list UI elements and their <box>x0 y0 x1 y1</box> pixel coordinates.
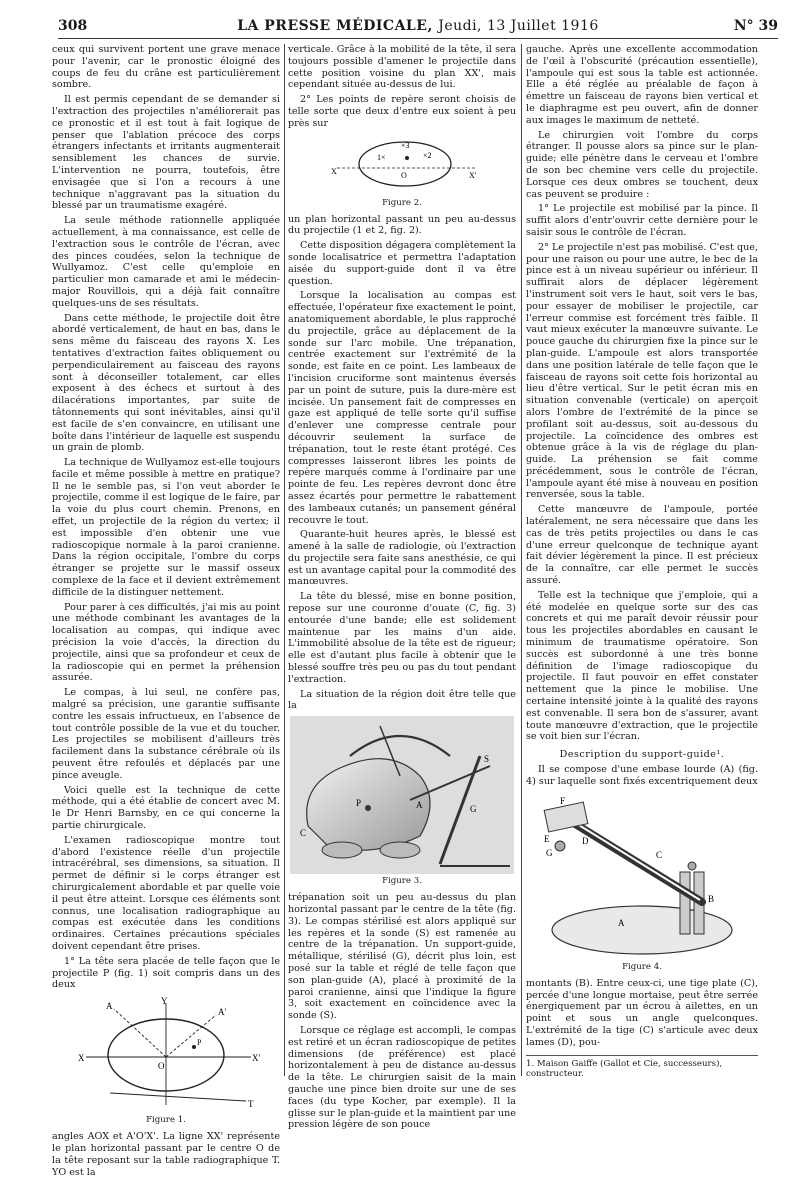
svg-text:×3: ×3 <box>401 140 410 150</box>
figure-3 <box>288 716 516 886</box>
paragraph: Pour parer à ces difficultés, j'ai mis au point une méthode combinant les avantages de la localisation au compas, qui indique avec précision la voie d'accès, la direction du projectile, ainsi que sa profondeur et ceux de la radioscopie qui en permet la préhension assurée. <box>52 601 280 684</box>
svg-text:X: X <box>78 1053 85 1064</box>
paragraph: Cette disposition dégagera complètement la sonde localisatrice et permettra l'adaptation aisée du support-guide dont il va être question. <box>288 240 516 287</box>
paragraph: angles AOX et A'O'X'. La ligne XX' représente le plan horizontal passant par le centre O de la tête reposant sur la table radiographique T. YO est la <box>52 1131 280 1178</box>
journal-title: LA PRESSE MÉDICALE, <box>237 18 433 34</box>
svg-text:Y: Y <box>161 996 168 1007</box>
paragraph: un plan horizontal passant un peu au-dessus du projectile (1 et 2, fig. 2). <box>288 213 516 237</box>
paragraph: 1° Le projectile est mobilisé par la pince. Il suffit alors d'entr'ouvrir cette dernière pour le saisir sous le contrôle de l'écran. <box>526 203 758 238</box>
figure-2 <box>288 134 516 208</box>
paragraph: Quarante-huit heures après, le blessé est amené à la salle de radiologie, où l'extraction du projectile sera faite sans anesthésie, ce qui est un avantage capital pour la commodité des manœuvres. <box>288 529 516 588</box>
paragraph: verticale. Grâce à la mobilité de la tête, il sera toujours possible d'amener le projectile dans cette position voisine du plan XX', mais cependant située au-dessus de lui. <box>288 44 516 91</box>
figure-3-drawing <box>290 716 514 874</box>
paragraph: La tête du blessé, mise en bonne position, repose sur une couronne d'ouate (C, fig. 3) entourée d'une bande; elle est solidement maintenue par les mains d'un aide. L'immobilité absolue de la tête est de rigueur; elle est d'autant plus facile à obtenir que le blessé souffre très peu ou pas du tout pendant l'extraction. <box>288 591 516 685</box>
column-2 <box>288 44 516 1131</box>
svg-text:D: D <box>582 835 589 846</box>
paragraph: ceux qui survivent portent une grave menace pour l'avenir, car le pronostic éloigné des coups de feu du crâne est particulièrement sombre. <box>52 44 280 91</box>
svg-text:G: G <box>470 804 477 815</box>
paragraph: La situation de la région doit être telle que la <box>288 688 516 712</box>
page-header <box>58 14 778 39</box>
paragraph: 1° La tête sera placée de telle façon que le projectile P (fig. 1) soit compris dans un des deux <box>52 955 280 991</box>
svg-text:G: G <box>546 847 553 858</box>
paragraph: Le chirurgien voit l'ombre du corps étranger. Il pousse alors sa pince sur le plan-guide; elle pénètre dans le cerveau et l'ombre de son bec chemine vers celle du projectile. Lorsque ces deux ombres se touchent, deux cas peuvent se produire : <box>526 129 758 200</box>
svg-text:X: X <box>331 166 337 176</box>
paragraph: La seule méthode rationnelle appliquée actuellement, à ma connaissance, est celle de l'extraction sous le contrôle de l'écran, avec des pinces coudées, selon la technique de Wullyamoz. C'est celle qu'emploie en particulier mon camarade et ami le médecin-major Rouvillois, qui a déjà fait connaître quelques-uns de ses résultats. <box>52 215 280 309</box>
issue-date: Jeudi, 13 Juillet 1916 <box>438 18 599 34</box>
paragraph: La technique de Wullyamoz est-elle toujours facile et même possible à mettre en pratique? Il ne le semble pas, si l'on veut aborder le projectile, comme il est logique de le faire, par la voie du plus court chemin. Prenons, en effet, un projectile de la région du vertex; il est impossible d'en obtenir une vue radioscopique normale à la paroi cranienne. Dans la région occipitale, l'ombre du corps étranger se projette sur le massif osseux complexe de la face et il devient extrêmement difficile de la distinguer nettement. <box>52 457 280 598</box>
figure-4-drawing <box>532 792 752 960</box>
paragraph: Telle est la technique que j'emploie, qui a été modelée en quelque sorte sur des cas concrets et qui me paraît devoir réussir pour tous les projectiles abordables en causant le minimum de traumatisme opératoire. Son succès est subordonné à une très bonne définition de l'image radioscopique du projectile. Il faut pouvoir en effet constater nettement que la pince le mobilise. Une certaine intensité jointe à la qualité des rayons est convenable. Il sera bon de s'assurer, avant toute manœuvre d'extraction, que le projectile se voit bien sur l'écran. <box>526 589 758 743</box>
svg-text:E: E <box>544 833 550 844</box>
paragraph: Cette manœuvre de l'ampoule, portée latéralement, ne sera nécessaire que dans les cas de très petits projectiles ou dans le cas d'une erreur quelconque de technique ayant fait dévier légèrement la pince. Il est précieux de la connaître, car elle permet le succès assuré. <box>526 504 758 587</box>
figure-1 <box>52 995 280 1125</box>
svg-text:S: S <box>484 754 490 765</box>
figure-4 <box>526 792 758 972</box>
column-rule <box>521 44 522 1076</box>
paragraph: Il est permis cependant de se demander si l'extraction des projectiles n'améliorerait pas ce pronostic et il est tout à fait logique de penser que l'ablation précoce des corps étrangers infectants et irritants augmenterait sensiblement les chances de survie. L'intervention ne pourra, toutefois, être envisagée que si l'on a recours à une technique n'aggravant pas la situation du blessé par un traumatisme exagéré. <box>52 94 280 212</box>
paragraph: L'examen radioscopique montre tout d'abord l'existence réelle d'un projectile intracérébral, ses dimensions, sa situation. Il permet de définir si le corps étranger est chirurgicalement abordable et par quelle voie il peut être atteint. Lorsque ces éléments sont connus, une localisation radiographique au compas est exécutée dans les conditions ordinaires. Certaines précautions spéciales doivent cependant être prises. <box>52 834 280 952</box>
footnote: 1. Maison Gaiffe (Gallot et Cie, successeurs), constructeur. <box>526 1055 758 1080</box>
paragraph: 2° Le projectile n'est pas mobilisé. C'est que, pour une raison ou pour une autre, le bec de la pince est à un niveau supérieur ou inférieur. Il suffirait alors de déplacer légèrement l'instrument soit vers le haut, soit vers le bas, pour essayer de mobiliser le projectile, car l'erreur commise est forcément très faible. Il vaut mieux exécuter la manœuvre suivante. Le pouce gauche du chirurgien fixe la pince sur le plan-guide. L'ampoule est alors transportée dans une position latérale de telle façon que le faisceau de rayons soit cette fois horizontal au lieu d'être vertical. Sur le petit écran mis en situation convenable (verticale) on aperçoit alors l'ombre de l'extrémité de la pince se profilant soit au-dessus, soit au-dessous du projectile. La coïncidence des ombres est obtenue grâce à la vis de réglage du plan-guide. La préhension se fait comme précédemment, sous le contrôle de l'écran, l'ampoule ayant été mise à nouveau en position renversée, sous la table. <box>526 241 758 501</box>
svg-text:P: P <box>197 1038 202 1048</box>
figure-2-caption: Figure 2. <box>382 197 422 208</box>
paragraph: Le compas, à lui seul, ne confère pas, malgré sa précision, une garantie suffisante contre les essais infructueux, en l'absence de tout contrôle possible de la vue et du toucher. Les projectiles se mobilisent d'ailleurs très facilement dans la substance cérébrale où ils peuvent être refoulés et déplacés par une pince aveugle. <box>52 687 280 781</box>
svg-text:A': A' <box>218 1007 227 1018</box>
figure-1-caption: Figure 1. <box>146 1115 186 1126</box>
paragraph: Voici quelle est la technique de cette méthode, qui a été établie de concert avec M. le Dr Henri Barnsby, en ce qui concerne la partie chirurgicale. <box>52 784 280 831</box>
svg-text:X': X' <box>469 170 477 180</box>
figure-1-diagram <box>66 995 266 1113</box>
figure-3-caption: Figure 3. <box>382 876 422 887</box>
section-title: Description du support-guide¹. <box>559 749 725 761</box>
paragraph: 2° Les points de repère seront choisis de telle sorte que deux d'entre eux soient à peu près sur <box>288 94 516 129</box>
svg-text:F: F <box>560 795 566 806</box>
svg-text:C: C <box>300 828 307 839</box>
page-number: 308 <box>58 18 88 34</box>
paragraph: Il se compose d'une embase lourde (A) (fig. 4) sur laquelle sont fixés excentriquement deux <box>526 764 758 788</box>
svg-text:O: O <box>401 170 407 180</box>
figure-2-diagram <box>317 134 487 196</box>
paragraph: gauche. Après une excellente accommodation de l'œil à l'obscurité (précaution essentielle), l'ampoule qui est sous la table est actionnée. Elle a été réglée au préalable de façon à émettre un faisceau de rayons bien vertical et le diaphragme est peu ouvert, afin de donner aux images le maximum de netteté. <box>526 44 758 126</box>
svg-text:B: B <box>708 893 715 904</box>
svg-text:A: A <box>618 917 625 928</box>
column-rule <box>284 44 285 1076</box>
svg-text:O: O <box>158 1061 165 1072</box>
svg-text:×2: ×2 <box>423 150 432 160</box>
paragraph: montants (B). Entre ceux-ci, une tige plate (C), percée d'une longue mortaise, peut être serrée énergiquement par un écrou à ailettes, en un point et sous un angle quelconques. L'extrémité de la tige (C) s'articule avec deux lames (D), pou- <box>526 977 758 1048</box>
svg-text:X': X' <box>252 1053 261 1064</box>
masthead <box>58 18 778 34</box>
svg-text:C: C <box>656 849 663 860</box>
issue-number: N° 39 <box>733 18 778 34</box>
paragraph: Dans cette méthode, le projectile doit être abordé verticalement, de haut en bas, dans le sens même du faisceau des rayons X. Les tentatives d'extraction faites obliquement ou perpendiculairement au faisceau des rayons sont à déconseiller totalement, car elles exposent à des échecs et surtout à des dilacérations importantes, par suite de tâtonnements qui sont inévitables, ainsi qu'il est facile de s'en convaincre, en utilisant une boîte dans l'intérieur de laquelle est suspendu un grain de plomb. <box>52 312 280 454</box>
figure-4-caption: Figure 4. <box>622 961 662 972</box>
paragraph: Lorsque la localisation au compas est effectuée, l'opérateur fixe exactement le point, anatomiquement abordable, le plus rapproché du projectile, grâce au déplacement de la sonde sur l'arc mobile. Une trépanation, centrée exactement sur l'extrémité de la sonde, est faite en ce point. Les lambeaux de l'incision cruciforme sont maintenus éversés par un point de suture, puis la dure-mère est incisée. Un pansement fait de compresses en gaze est appliqué de telle sorte qu'il suffise d'enlever une compresse centrale pour découvrir seulement la surface de trépanation, tout le reste étant protégé. Ces compresses laisseront libres les points de repère marqués comme à l'ordinaire par une pointe de feu. Les repères devront donc être assez écartés pour permettre le rabattement des lambeaux cutanés; un pansement général recouvre le tout. <box>288 290 516 526</box>
svg-text:A: A <box>106 1001 113 1012</box>
paragraph: trépanation soit un peu au-dessus du plan horizontal passant par le centre de la tête (fig. 3). Le compas stérilisé est alors appliqué sur les repères et la sonde (S) est ramenée au centre de la trépanation. Un support-guide, métallique, stérilisé (G), décrit plus loin, est posé sur la table et réglé de telle façon que son plan-guide (A), placé à proximité de la paroi cranienne, ainsi que l'indique la figure 3, soit exactement en coïncidence avec la sonde (S). <box>288 892 516 1022</box>
svg-text:P: P <box>356 798 362 809</box>
paragraph: Lorsque ce réglage est accompli, le compas est retiré et un écran radioscopique de petites dimensions (de préférence) est placé horizontalement à peu de distance au-dessus de la tête. Le chirurgien saisit de la main gauche une pince bien droite sur une de ses faces (du type Kocher, par exemple). Il la glisse sur le plan-guide et la maintient par une pression légère de son pouce <box>288 1025 516 1131</box>
column-3 <box>526 44 758 1080</box>
svg-text:T: T <box>248 1099 254 1110</box>
column-1 <box>52 44 280 1178</box>
svg-text:1×: 1× <box>377 152 386 162</box>
svg-text:A: A <box>416 800 423 811</box>
